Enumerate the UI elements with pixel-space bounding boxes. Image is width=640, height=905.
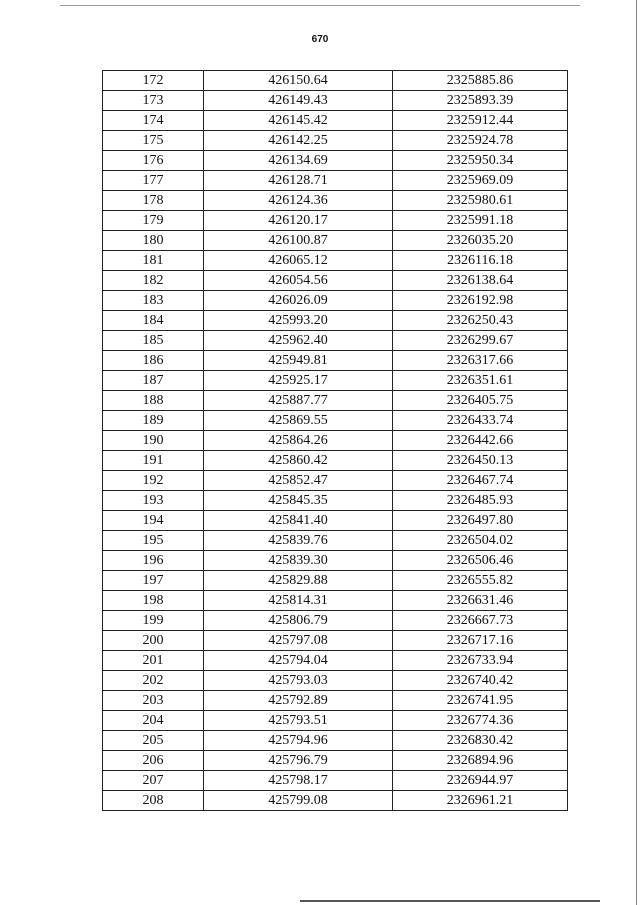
- y-coordinate-cell: 2326467.74: [393, 471, 568, 491]
- x-coordinate-cell: 426134.69: [204, 151, 393, 171]
- x-coordinate-cell: 425852.47: [204, 471, 393, 491]
- x-coordinate-cell: 425887.77: [204, 391, 393, 411]
- point-number-cell: 194: [103, 511, 204, 531]
- x-coordinate-cell: 426142.25: [204, 131, 393, 151]
- y-coordinate-cell: 2326944.97: [393, 771, 568, 791]
- point-number-cell: 189: [103, 411, 204, 431]
- table-row: [103, 371, 568, 391]
- table-row: [103, 151, 568, 171]
- bottom-rule: [300, 900, 600, 902]
- table-row: [103, 691, 568, 711]
- x-coordinate-cell: 426128.71: [204, 171, 393, 191]
- point-number-cell: 193: [103, 491, 204, 511]
- table-row: [103, 231, 568, 251]
- point-number-cell: 179: [103, 211, 204, 231]
- point-number-cell: 188: [103, 391, 204, 411]
- x-coordinate-cell: 425864.26: [204, 431, 393, 451]
- table-row: [103, 311, 568, 331]
- x-coordinate-cell: 426150.64: [204, 71, 393, 91]
- y-coordinate-cell: 2326506.46: [393, 551, 568, 571]
- y-coordinate-cell: 2325912.44: [393, 111, 568, 131]
- y-coordinate-cell: 2325924.78: [393, 131, 568, 151]
- x-coordinate-cell: 426065.12: [204, 251, 393, 271]
- table-row: [103, 271, 568, 291]
- point-number-cell: 176: [103, 151, 204, 171]
- table-row: [103, 331, 568, 351]
- point-number-cell: 202: [103, 671, 204, 691]
- table-row: [103, 711, 568, 731]
- y-coordinate-cell: 2325950.34: [393, 151, 568, 171]
- y-coordinate-cell: 2326450.13: [393, 451, 568, 471]
- point-number-cell: 208: [103, 791, 204, 811]
- table-row: [103, 191, 568, 211]
- point-number-cell: 174: [103, 111, 204, 131]
- y-coordinate-cell: 2326317.66: [393, 351, 568, 371]
- table-row: [103, 551, 568, 571]
- y-coordinate-cell: 2326733.94: [393, 651, 568, 671]
- y-coordinate-cell: 2325969.09: [393, 171, 568, 191]
- x-coordinate-cell: 425829.88: [204, 571, 393, 591]
- table-row: [103, 131, 568, 151]
- table-row: [103, 251, 568, 271]
- x-coordinate-cell: 425798.17: [204, 771, 393, 791]
- y-coordinate-cell: 2326555.82: [393, 571, 568, 591]
- point-number-cell: 191: [103, 451, 204, 471]
- point-number-cell: 205: [103, 731, 204, 751]
- point-number-cell: 178: [103, 191, 204, 211]
- x-coordinate-cell: 426120.17: [204, 211, 393, 231]
- table-row: [103, 411, 568, 431]
- y-coordinate-cell: 2326741.95: [393, 691, 568, 711]
- table-row: [103, 571, 568, 591]
- table-row: [103, 451, 568, 471]
- x-coordinate-cell: 425839.30: [204, 551, 393, 571]
- point-number-cell: 181: [103, 251, 204, 271]
- point-number-cell: 190: [103, 431, 204, 451]
- point-number-cell: 185: [103, 331, 204, 351]
- x-coordinate-cell: 426026.09: [204, 291, 393, 311]
- x-coordinate-cell: 425841.40: [204, 511, 393, 531]
- y-coordinate-cell: 2326351.61: [393, 371, 568, 391]
- table-row: [103, 211, 568, 231]
- x-coordinate-cell: 425794.04: [204, 651, 393, 671]
- y-coordinate-cell: 2326667.73: [393, 611, 568, 631]
- y-coordinate-cell: 2326717.16: [393, 631, 568, 651]
- table-row: [103, 771, 568, 791]
- point-number-cell: 182: [103, 271, 204, 291]
- x-coordinate-cell: 425949.81: [204, 351, 393, 371]
- page-number: 670: [311, 34, 329, 45]
- point-number-cell: 184: [103, 311, 204, 331]
- x-coordinate-cell: 425793.03: [204, 671, 393, 691]
- page-edge: [636, 0, 637, 905]
- point-number-cell: 192: [103, 471, 204, 491]
- top-rule: [60, 5, 580, 6]
- x-coordinate-cell: 425799.08: [204, 791, 393, 811]
- y-coordinate-cell: 2326138.64: [393, 271, 568, 291]
- x-coordinate-cell: 425845.35: [204, 491, 393, 511]
- point-number-cell: 187: [103, 371, 204, 391]
- x-coordinate-cell: 426149.43: [204, 91, 393, 111]
- y-coordinate-cell: 2326433.74: [393, 411, 568, 431]
- point-number-cell: 175: [103, 131, 204, 151]
- point-number-cell: 203: [103, 691, 204, 711]
- x-coordinate-cell: 425962.40: [204, 331, 393, 351]
- y-coordinate-cell: 2326774.36: [393, 711, 568, 731]
- point-number-cell: 204: [103, 711, 204, 731]
- y-coordinate-cell: 2326497.80: [393, 511, 568, 531]
- point-number-cell: 195: [103, 531, 204, 551]
- point-number-cell: 177: [103, 171, 204, 191]
- table-row: [103, 611, 568, 631]
- x-coordinate-cell: 425793.51: [204, 711, 393, 731]
- y-coordinate-cell: 2326192.98: [393, 291, 568, 311]
- table-row: [103, 731, 568, 751]
- x-coordinate-cell: 425993.20: [204, 311, 393, 331]
- table-row: [103, 291, 568, 311]
- table-row: [103, 91, 568, 111]
- y-coordinate-cell: 2326961.21: [393, 791, 568, 811]
- x-coordinate-cell: 425792.89: [204, 691, 393, 711]
- y-coordinate-cell: 2326442.66: [393, 431, 568, 451]
- x-coordinate-cell: 425796.79: [204, 751, 393, 771]
- point-number-cell: 183: [103, 291, 204, 311]
- table-row: [103, 491, 568, 511]
- y-coordinate-cell: 2326485.93: [393, 491, 568, 511]
- table-row: [103, 351, 568, 371]
- x-coordinate-cell: 426145.42: [204, 111, 393, 131]
- y-coordinate-cell: 2326830.42: [393, 731, 568, 751]
- y-coordinate-cell: 2326631.46: [393, 591, 568, 611]
- table-body: [103, 71, 568, 811]
- x-coordinate-cell: 425806.79: [204, 611, 393, 631]
- y-coordinate-cell: 2325991.18: [393, 211, 568, 231]
- table-row: [103, 431, 568, 451]
- y-coordinate-cell: 2326116.18: [393, 251, 568, 271]
- y-coordinate-cell: 2326740.42: [393, 671, 568, 691]
- table-row: [103, 671, 568, 691]
- table-row: [103, 391, 568, 411]
- point-number-cell: 196: [103, 551, 204, 571]
- x-coordinate-cell: 425794.96: [204, 731, 393, 751]
- x-coordinate-cell: 425925.17: [204, 371, 393, 391]
- point-number-cell: 186: [103, 351, 204, 371]
- y-coordinate-cell: 2325980.61: [393, 191, 568, 211]
- point-number-cell: 206: [103, 751, 204, 771]
- point-number-cell: 201: [103, 651, 204, 671]
- table-row: [103, 651, 568, 671]
- table-row: [103, 471, 568, 491]
- y-coordinate-cell: 2326250.43: [393, 311, 568, 331]
- table-row: [103, 171, 568, 191]
- point-number-cell: 173: [103, 91, 204, 111]
- table-row: [103, 111, 568, 131]
- y-coordinate-cell: 2325893.39: [393, 91, 568, 111]
- x-coordinate-cell: 425860.42: [204, 451, 393, 471]
- coordinates-table: [102, 70, 568, 811]
- y-coordinate-cell: 2326894.96: [393, 751, 568, 771]
- x-coordinate-cell: 425797.08: [204, 631, 393, 651]
- point-number-cell: 197: [103, 571, 204, 591]
- point-number-cell: 207: [103, 771, 204, 791]
- y-coordinate-cell: 2325885.86: [393, 71, 568, 91]
- x-coordinate-cell: 425869.55: [204, 411, 393, 431]
- x-coordinate-cell: 426054.56: [204, 271, 393, 291]
- point-number-cell: 180: [103, 231, 204, 251]
- x-coordinate-cell: 425814.31: [204, 591, 393, 611]
- point-number-cell: 199: [103, 611, 204, 631]
- table-row: [103, 531, 568, 551]
- table-row: [103, 591, 568, 611]
- point-number-cell: 200: [103, 631, 204, 651]
- y-coordinate-cell: 2326504.02: [393, 531, 568, 551]
- y-coordinate-cell: 2326299.67: [393, 331, 568, 351]
- y-coordinate-cell: 2326405.75: [393, 391, 568, 411]
- table-row: [103, 791, 568, 811]
- table-row: [103, 631, 568, 651]
- table-row: [103, 71, 568, 91]
- x-coordinate-cell: 425839.76: [204, 531, 393, 551]
- table-row: [103, 511, 568, 531]
- table-row: [103, 751, 568, 771]
- x-coordinate-cell: 426100.87: [204, 231, 393, 251]
- y-coordinate-cell: 2326035.20: [393, 231, 568, 251]
- x-coordinate-cell: 426124.36: [204, 191, 393, 211]
- point-number-cell: 172: [103, 71, 204, 91]
- point-number-cell: 198: [103, 591, 204, 611]
